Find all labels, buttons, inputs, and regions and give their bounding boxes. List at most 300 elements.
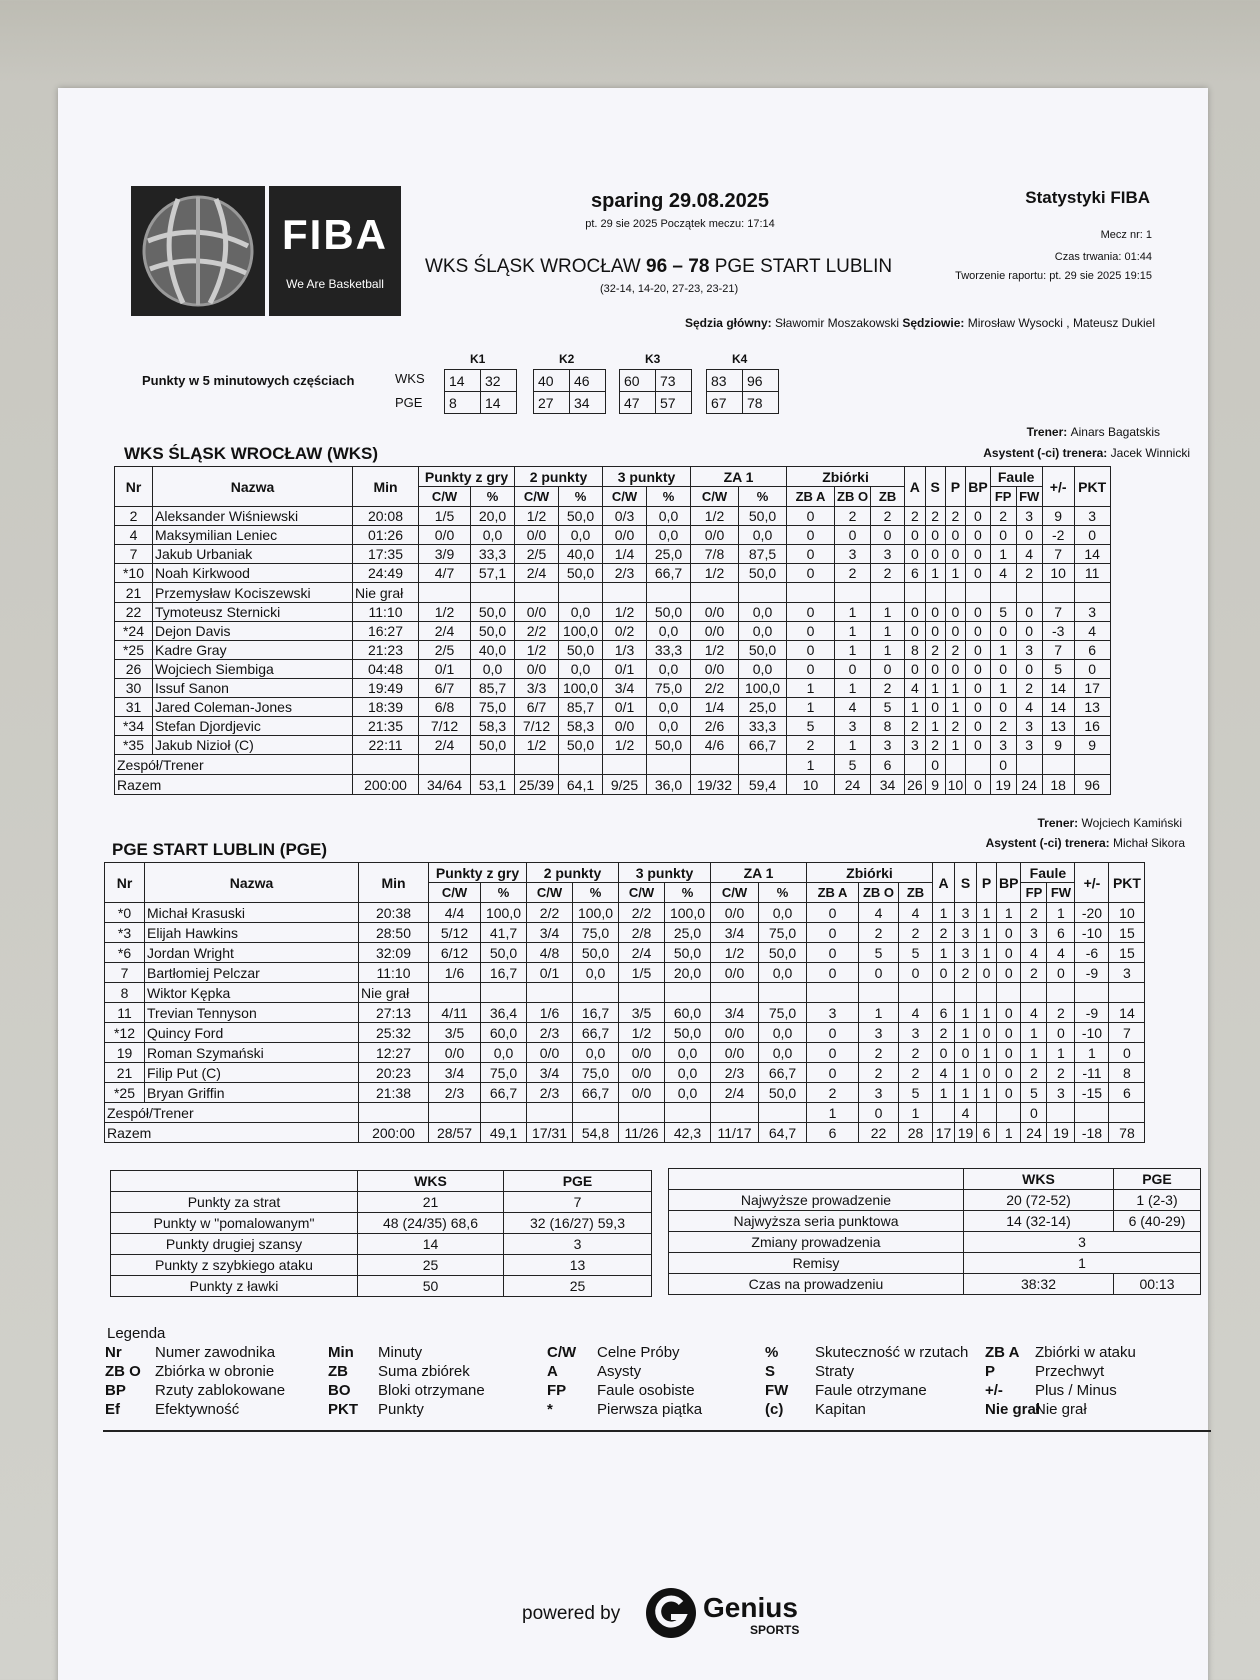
stat-cell: 0,0 bbox=[481, 1043, 527, 1063]
stat-cell: 0 bbox=[807, 1023, 859, 1043]
stat-cell bbox=[997, 1103, 1021, 1123]
stat-cell bbox=[471, 583, 515, 603]
player-minutes: 21:23 bbox=[353, 641, 419, 660]
away-coach-line bbox=[700, 816, 1182, 830]
stat-cell: 1/2 bbox=[419, 603, 471, 622]
stat-cell bbox=[1075, 1103, 1109, 1123]
stat-cell: 1/3 bbox=[603, 641, 647, 660]
stat-cell: 1 bbox=[977, 923, 997, 943]
stat-cell: 9/25 bbox=[603, 775, 647, 795]
column-header: S bbox=[955, 863, 977, 903]
column-header: PKT bbox=[1109, 863, 1145, 903]
stat-cell: 50,0 bbox=[759, 943, 807, 963]
home-coach-label: Trener: bbox=[1026, 425, 1068, 439]
player-number: *25 bbox=[105, 1083, 145, 1103]
column-subheader: % bbox=[739, 487, 787, 507]
stat-cell: 1/2 bbox=[515, 736, 559, 755]
player-name: Wiktor Kępka bbox=[145, 983, 359, 1003]
stat-cell: 0/0 bbox=[711, 903, 759, 923]
player-row bbox=[115, 603, 1111, 622]
player-row bbox=[105, 1043, 1145, 1063]
stat-cell: 4 bbox=[899, 1003, 933, 1023]
stat-cell: 50,0 bbox=[559, 564, 603, 583]
player-name: Stefan Djordjevic bbox=[153, 717, 353, 736]
stat-cell bbox=[429, 1103, 481, 1123]
stat-cell bbox=[933, 983, 955, 1003]
summary-value-wks: 21 bbox=[358, 1192, 504, 1213]
stat-cell: 50,0 bbox=[739, 641, 787, 660]
column-header: BP bbox=[966, 467, 990, 507]
legend-key: BP bbox=[105, 1382, 126, 1399]
stat-cell bbox=[559, 755, 603, 775]
stat-cell: 0 bbox=[1047, 963, 1075, 983]
five-min-label: Punkty w 5 minutowych częściach bbox=[142, 373, 355, 388]
stat-cell bbox=[1042, 755, 1074, 775]
stat-cell: 1 bbox=[787, 755, 835, 775]
stat-cell: 0/2 bbox=[603, 622, 647, 641]
referees-line bbox=[480, 316, 1155, 330]
team-coach-row-label: Zespół/Trener bbox=[105, 1103, 359, 1123]
stat-cell: 0 bbox=[787, 545, 835, 564]
stat-cell: 0 bbox=[966, 775, 990, 795]
stat-cell: 0,0 bbox=[647, 717, 691, 736]
legend-key: +/- bbox=[985, 1382, 1003, 1399]
summary-value-pge: 1 (2-3) bbox=[1114, 1190, 1201, 1211]
column-header: A bbox=[905, 467, 926, 507]
stat-cell: 3 bbox=[1016, 507, 1042, 526]
stat-cell: 4 bbox=[933, 1063, 955, 1083]
stat-cell: 0 bbox=[966, 545, 990, 564]
stat-cell bbox=[859, 983, 899, 1003]
column-group-header: Faule bbox=[990, 467, 1042, 487]
summary-value-pge: 13 bbox=[504, 1255, 652, 1276]
stat-cell: 19 bbox=[990, 775, 1016, 795]
referees: Mirosław Wysocki , Mateusz Dukiel bbox=[967, 316, 1155, 330]
stat-cell: 0 bbox=[787, 507, 835, 526]
stat-cell: 0 bbox=[899, 963, 933, 983]
stat-cell: 11 bbox=[1074, 564, 1110, 583]
column-header: Nazwa bbox=[153, 467, 353, 507]
stat-cell: 9 bbox=[1042, 736, 1074, 755]
summary-header: PGE bbox=[504, 1171, 652, 1192]
stat-cell: 5 bbox=[1042, 660, 1074, 679]
stat-cell: 4 bbox=[859, 903, 899, 923]
stat-cell: 3 bbox=[871, 736, 905, 755]
stat-cell bbox=[739, 755, 787, 775]
stat-cell: 2/2 bbox=[691, 679, 739, 698]
player-minutes: 20:08 bbox=[353, 507, 419, 526]
stat-cell bbox=[759, 1103, 807, 1123]
legend-value: Przechwyt bbox=[1035, 1363, 1105, 1380]
stat-cell: 1 bbox=[905, 698, 926, 717]
stat-cell: 7/12 bbox=[419, 717, 471, 736]
stat-cell: 0 bbox=[933, 1043, 955, 1063]
column-header: PKT bbox=[1074, 467, 1110, 507]
legend-value: Plus / Minus bbox=[1035, 1382, 1117, 1399]
stat-cell: 4 bbox=[955, 1103, 977, 1123]
legend-value: Bloki otrzymane bbox=[378, 1382, 485, 1399]
stat-cell: 50,0 bbox=[665, 943, 711, 963]
final-score bbox=[425, 256, 892, 278]
stat-cell: 3 bbox=[990, 736, 1016, 755]
stat-cell: 10 bbox=[787, 775, 835, 795]
stat-cell: 0 bbox=[925, 622, 945, 641]
stat-cell bbox=[807, 983, 859, 1003]
stat-cell: 2/4 bbox=[515, 564, 559, 583]
stat-cell: 2 bbox=[925, 736, 945, 755]
fiba-logo bbox=[131, 186, 401, 316]
stat-cell: 54,8 bbox=[573, 1123, 619, 1143]
stat-cell: 34/64 bbox=[419, 775, 471, 795]
stat-cell: 0 bbox=[905, 545, 926, 564]
stat-cell: 1/2 bbox=[515, 507, 559, 526]
stat-cell: 0 bbox=[925, 545, 945, 564]
stat-cell: 0 bbox=[1021, 1103, 1047, 1123]
stat-cell: 2/2 bbox=[527, 903, 573, 923]
stat-cell: 66,7 bbox=[647, 564, 691, 583]
column-group-header: ZA 1 bbox=[691, 467, 787, 487]
summary-value-wks: 14 bbox=[358, 1234, 504, 1255]
stat-cell bbox=[977, 983, 997, 1003]
stat-cell: 34 bbox=[871, 775, 905, 795]
stat-cell: 2/6 bbox=[691, 717, 739, 736]
five-min-cell: 46 bbox=[570, 370, 606, 392]
stat-cell: 2 bbox=[1016, 679, 1042, 698]
player-minutes: 04:48 bbox=[353, 660, 419, 679]
stat-cell: 3/4 bbox=[429, 1063, 481, 1083]
stat-cell bbox=[647, 583, 691, 603]
stat-cell: 6 bbox=[1109, 1083, 1145, 1103]
player-row bbox=[105, 1083, 1145, 1103]
stat-cell: 0,0 bbox=[647, 526, 691, 545]
player-row bbox=[115, 545, 1111, 564]
stat-cell: 2 bbox=[899, 1043, 933, 1063]
stat-cell: 3/9 bbox=[419, 545, 471, 564]
five-min-cell: 57 bbox=[656, 392, 692, 414]
stat-cell: 1/4 bbox=[691, 698, 739, 717]
stat-cell: 0 bbox=[966, 736, 990, 755]
stat-cell: 2 bbox=[945, 717, 966, 736]
stat-cell: -20 bbox=[1075, 903, 1109, 923]
stat-cell: 24 bbox=[835, 775, 871, 795]
stat-cell: 9 bbox=[1042, 507, 1074, 526]
column-subheader: C/W bbox=[515, 487, 559, 507]
legend-value: Celne Próby bbox=[597, 1344, 680, 1361]
stat-cell: 3 bbox=[1021, 923, 1047, 943]
player-number: *35 bbox=[115, 736, 153, 755]
stat-cell: 0 bbox=[807, 923, 859, 943]
stat-cell bbox=[691, 583, 739, 603]
stat-cell: 0/0 bbox=[515, 526, 559, 545]
stat-cell: 0/0 bbox=[711, 963, 759, 983]
player-minutes: 25:32 bbox=[359, 1023, 429, 1043]
stat-cell: 0,0 bbox=[647, 660, 691, 679]
stat-cell bbox=[1021, 983, 1047, 1003]
team-coach-row bbox=[105, 1103, 1145, 1123]
stat-cell: 2 bbox=[955, 963, 977, 983]
stat-cell: -18 bbox=[1075, 1123, 1109, 1143]
player-minutes: 21:38 bbox=[359, 1083, 429, 1103]
legend-value: Zbiórka w obronie bbox=[155, 1363, 275, 1380]
score-away-team: PGE START LUBLIN bbox=[714, 256, 893, 277]
stat-cell: 5 bbox=[859, 943, 899, 963]
stat-cell: 2 bbox=[899, 923, 933, 943]
player-name: Jared Coleman-Jones bbox=[153, 698, 353, 717]
stat-cell: 1 bbox=[997, 903, 1021, 923]
stat-cell: 0/0 bbox=[419, 526, 471, 545]
player-number: 26 bbox=[115, 660, 153, 679]
five-min-cell: 60 bbox=[620, 370, 656, 392]
stat-cell: 2/4 bbox=[419, 736, 471, 755]
stat-cell: 0,0 bbox=[759, 1043, 807, 1063]
summary-header: PGE bbox=[1114, 1169, 1201, 1190]
stat-cell: 2 bbox=[925, 507, 945, 526]
summary-value-pge: 25 bbox=[504, 1276, 652, 1297]
stat-cell: 1 bbox=[945, 679, 966, 698]
stat-cell: 75,0 bbox=[481, 1063, 527, 1083]
stat-cell: 64,1 bbox=[559, 775, 603, 795]
five-min-cell: 40 bbox=[534, 370, 570, 392]
column-header: P bbox=[945, 467, 966, 507]
home-asst-label: Asystent (-ci) trenera: bbox=[983, 446, 1108, 460]
five-min-cell: 67 bbox=[707, 392, 743, 414]
stat-cell: 1/2 bbox=[691, 641, 739, 660]
player-minutes: 19:49 bbox=[353, 679, 419, 698]
stat-cell: 42,3 bbox=[665, 1123, 711, 1143]
stat-cell: 4 bbox=[1047, 943, 1075, 963]
stat-cell: 0 bbox=[990, 755, 1016, 775]
five-min-cell: 27 bbox=[534, 392, 570, 414]
stat-cell: 0/0 bbox=[619, 1083, 665, 1103]
stat-cell: 4 bbox=[1021, 943, 1047, 963]
legend-value: Straty bbox=[815, 1363, 855, 1380]
stat-cell: 6/8 bbox=[419, 698, 471, 717]
stat-cell: 13 bbox=[1074, 698, 1110, 717]
stat-cell: 2/4 bbox=[711, 1083, 759, 1103]
away-assistant-line bbox=[700, 836, 1185, 850]
stat-cell: 2 bbox=[835, 507, 871, 526]
stat-cell: 0,0 bbox=[647, 507, 691, 526]
page-title: sparing 29.08.2025 bbox=[591, 190, 769, 212]
column-header: +/- bbox=[1042, 467, 1074, 507]
column-subheader: C/W bbox=[711, 883, 759, 903]
stat-cell: 1/6 bbox=[527, 1003, 573, 1023]
stat-cell bbox=[711, 1103, 759, 1123]
summary-row bbox=[669, 1211, 1201, 1232]
stat-cell: 2 bbox=[899, 1063, 933, 1083]
column-subheader: C/W bbox=[603, 487, 647, 507]
stat-cell: 75,0 bbox=[647, 679, 691, 698]
total-row-label: Razem bbox=[105, 1123, 359, 1143]
five-min-cell: 83 bbox=[707, 370, 743, 392]
stat-cell: 0 bbox=[925, 660, 945, 679]
player-row bbox=[115, 717, 1111, 736]
stat-cell: 20,0 bbox=[665, 963, 711, 983]
stat-cell: 2/5 bbox=[419, 641, 471, 660]
stat-cell: 1 bbox=[871, 603, 905, 622]
stat-cell: 33,3 bbox=[471, 545, 515, 564]
stat-cell bbox=[966, 583, 990, 603]
stat-cell: -3 bbox=[1042, 622, 1074, 641]
stat-cell: 100,0 bbox=[559, 679, 603, 698]
summary-left-table bbox=[110, 1170, 652, 1297]
stat-cell bbox=[359, 1103, 429, 1123]
stat-cell: 5 bbox=[835, 755, 871, 775]
player-name: Filip Put (C) bbox=[145, 1063, 359, 1083]
legend-value: Kapitan bbox=[815, 1401, 866, 1418]
stat-cell: 1 bbox=[955, 1003, 977, 1023]
player-row bbox=[115, 641, 1111, 660]
legend-value: Numer zawodnika bbox=[155, 1344, 276, 1361]
summary-header bbox=[669, 1169, 964, 1190]
stat-cell bbox=[429, 983, 481, 1003]
stat-cell: 0 bbox=[871, 660, 905, 679]
player-minutes: Nie grał bbox=[359, 983, 429, 1003]
summary-value-wks: 20 (72-52) bbox=[964, 1190, 1114, 1211]
stat-cell: 13 bbox=[1042, 717, 1074, 736]
five-min-quarter-label: K1 bbox=[470, 352, 486, 366]
legend-value: Minuty bbox=[378, 1344, 423, 1361]
five-min-cell: 14 bbox=[481, 392, 517, 414]
stat-cell: 0 bbox=[905, 526, 926, 545]
stat-cell: 85,7 bbox=[559, 698, 603, 717]
stat-cell: 50,0 bbox=[481, 943, 527, 963]
stat-cell: 17 bbox=[933, 1123, 955, 1143]
stat-cell: 0/0 bbox=[691, 603, 739, 622]
stat-cell: 50,0 bbox=[647, 603, 691, 622]
stat-cell: 1 bbox=[955, 1083, 977, 1103]
column-group-header: 3 punkty bbox=[603, 467, 691, 487]
stat-cell bbox=[835, 583, 871, 603]
summary-row bbox=[669, 1253, 1201, 1274]
summary-label: Punkty drugiej szansy bbox=[111, 1234, 358, 1255]
summary-row bbox=[111, 1255, 652, 1276]
stat-cell: 0 bbox=[1016, 603, 1042, 622]
stat-cell: 0/3 bbox=[603, 507, 647, 526]
stat-cell: 0/0 bbox=[691, 660, 739, 679]
player-name: Trevian Tennyson bbox=[145, 1003, 359, 1023]
stat-cell: 1 bbox=[997, 1123, 1021, 1143]
legend-key: P bbox=[985, 1363, 996, 1380]
score-dash: – bbox=[672, 256, 683, 277]
stat-cell: 75,0 bbox=[759, 1003, 807, 1023]
stat-cell: 0 bbox=[997, 1003, 1021, 1023]
legend-value: Efektywność bbox=[155, 1401, 240, 1418]
stat-cell: 50,0 bbox=[559, 736, 603, 755]
stat-cell: 0 bbox=[1016, 660, 1042, 679]
stat-cell: 1 bbox=[835, 622, 871, 641]
stat-cell: 2/3 bbox=[527, 1023, 573, 1043]
legend-key: ZB bbox=[328, 1363, 348, 1380]
stat-cell: 3/4 bbox=[527, 1063, 573, 1083]
stat-cell: 2/2 bbox=[515, 622, 559, 641]
stat-cell: 85,7 bbox=[471, 679, 515, 698]
player-name: Dejon Davis bbox=[153, 622, 353, 641]
stat-cell bbox=[471, 755, 515, 775]
stat-cell: 0/0 bbox=[691, 526, 739, 545]
stat-cell: 0 bbox=[835, 660, 871, 679]
player-name: Issuf Sanon bbox=[153, 679, 353, 698]
summary-label: Najwyższa seria punktowa bbox=[669, 1211, 964, 1232]
home-asst: Jacek Winnicki bbox=[1110, 446, 1190, 460]
stat-cell: 2 bbox=[990, 717, 1016, 736]
player-name: Przemysław Kociszewski bbox=[153, 583, 353, 603]
stat-cell bbox=[1047, 1103, 1075, 1123]
stat-cell: 1 bbox=[835, 736, 871, 755]
stat-cell: 50,0 bbox=[471, 622, 515, 641]
stat-cell: 3 bbox=[899, 1023, 933, 1043]
player-name: Bryan Griffin bbox=[145, 1083, 359, 1103]
stat-cell: 3 bbox=[1016, 717, 1042, 736]
stat-cell: 15 bbox=[1109, 923, 1145, 943]
stat-cell: 0/0 bbox=[711, 1023, 759, 1043]
player-minutes: 12:27 bbox=[359, 1043, 429, 1063]
stat-cell: 5 bbox=[899, 943, 933, 963]
stat-cell: 2/3 bbox=[429, 1083, 481, 1103]
five-min-cell: 34 bbox=[570, 392, 606, 414]
stat-cell: 57,1 bbox=[471, 564, 515, 583]
five-min-cell: 78 bbox=[743, 392, 779, 414]
summary-label: Punkty w "pomalowanym" bbox=[111, 1213, 358, 1234]
stat-cell: 2 bbox=[990, 507, 1016, 526]
stat-cell: 75,0 bbox=[573, 1063, 619, 1083]
stat-cell: 2 bbox=[945, 507, 966, 526]
total-row bbox=[105, 1123, 1145, 1143]
stat-cell: 2 bbox=[1047, 1063, 1075, 1083]
player-name: Wojciech Siembiga bbox=[153, 660, 353, 679]
summary-value-pge: 00:13 bbox=[1114, 1274, 1201, 1295]
stat-cell: 2/8 bbox=[619, 923, 665, 943]
stat-cell: 19 bbox=[955, 1123, 977, 1143]
column-subheader: % bbox=[471, 487, 515, 507]
stat-cell: 1 bbox=[925, 564, 945, 583]
stat-cell bbox=[527, 983, 573, 1003]
stat-cell: 75,0 bbox=[573, 923, 619, 943]
player-row bbox=[105, 903, 1145, 923]
stat-cell: 0 bbox=[1074, 660, 1110, 679]
stat-cell: 0 bbox=[787, 564, 835, 583]
summary-table bbox=[668, 1168, 1201, 1295]
stat-cell: 0,0 bbox=[665, 1063, 711, 1083]
stat-cell: 0/0 bbox=[527, 1043, 573, 1063]
player-row bbox=[115, 679, 1111, 698]
summary-header: WKS bbox=[964, 1169, 1114, 1190]
stat-cell: -2 bbox=[1042, 526, 1074, 545]
player-minutes: 32:09 bbox=[359, 943, 429, 963]
referee-main-label: Sędzia główny: bbox=[684, 316, 772, 330]
player-name: Jakub Urbaniak bbox=[153, 545, 353, 564]
stat-cell bbox=[1042, 583, 1074, 603]
stat-cell: 2/2 bbox=[619, 903, 665, 923]
stat-cell: 16,7 bbox=[481, 963, 527, 983]
stat-cell bbox=[619, 1103, 665, 1123]
legend-key: Nr bbox=[105, 1344, 122, 1361]
stat-cell: 50,0 bbox=[665, 1023, 711, 1043]
away-asst-label: Asystent (-ci) trenera: bbox=[985, 836, 1110, 850]
legend-key: ZB A bbox=[985, 1344, 1020, 1361]
stat-cell: 4/6 bbox=[691, 736, 739, 755]
stat-cell: 100,0 bbox=[665, 903, 711, 923]
total-row bbox=[115, 775, 1111, 795]
stat-cell: 9 bbox=[1074, 736, 1110, 755]
stat-cell bbox=[1074, 583, 1110, 603]
stat-cell: 0/0 bbox=[603, 526, 647, 545]
stat-cell: 49,1 bbox=[481, 1123, 527, 1143]
column-group-header: 2 punkty bbox=[515, 467, 603, 487]
stat-cell: 1 bbox=[990, 679, 1016, 698]
stat-cell: 4 bbox=[1074, 622, 1110, 641]
summary-value-pge: 3 bbox=[504, 1234, 652, 1255]
